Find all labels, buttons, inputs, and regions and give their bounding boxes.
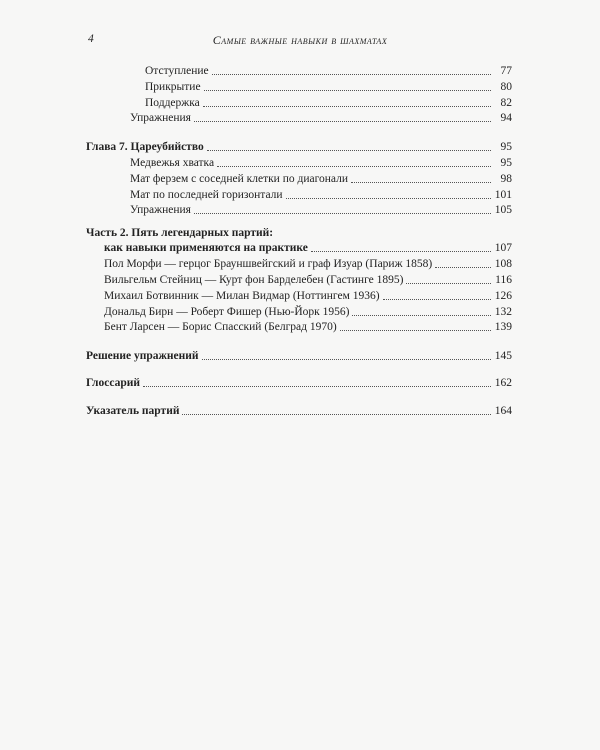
toc-entry-page: 95 bbox=[500, 157, 512, 169]
toc-entry-page: 132 bbox=[494, 306, 512, 318]
dot-leader bbox=[143, 386, 491, 387]
toc-chapter bbox=[86, 140, 512, 154]
toc-entry bbox=[145, 96, 512, 110]
toc-entry-label: Упражнения bbox=[130, 204, 191, 216]
toc-entry-page: 126 bbox=[494, 290, 512, 302]
toc-entry-label: Упражнения bbox=[130, 112, 191, 124]
toc-section bbox=[86, 376, 512, 390]
toc-chapter-label: Глава 7. Цареубийство bbox=[86, 141, 204, 153]
toc-entry-label: Поддержка bbox=[145, 97, 200, 109]
toc-part-subheading bbox=[104, 241, 512, 255]
toc-part-heading bbox=[86, 226, 512, 240]
dot-leader bbox=[340, 330, 491, 331]
toc-entry bbox=[130, 156, 512, 170]
toc-entry bbox=[104, 305, 512, 319]
toc-entry bbox=[104, 273, 512, 287]
toc-entry-label: Бент Ларсен — Борис Спасский (Белград 1970) bbox=[104, 321, 337, 333]
toc-entry-page: 82 bbox=[500, 97, 512, 109]
toc-entry bbox=[104, 320, 512, 334]
toc-entry-label: Михаил Ботвинник — Милан Видмар (Ноттингем 1936) bbox=[104, 290, 380, 302]
dot-leader bbox=[383, 299, 491, 300]
dot-leader bbox=[286, 198, 491, 199]
toc-entry-page: 162 bbox=[494, 377, 512, 389]
toc-entry-page: 98 bbox=[500, 173, 512, 185]
toc-entry-page: 164 bbox=[494, 405, 512, 417]
toc-entry-page: 108 bbox=[494, 258, 512, 270]
dot-leader bbox=[194, 213, 491, 214]
toc-entry-page: 77 bbox=[500, 65, 512, 77]
page-number: 4 bbox=[88, 33, 94, 45]
toc-entry-label: как навыки применяются на практике bbox=[104, 242, 308, 254]
toc-entry bbox=[130, 111, 512, 125]
toc-entry-page: 107 bbox=[494, 242, 512, 254]
running-title: Самые важные навыки в шахматах bbox=[212, 33, 388, 47]
toc-entry bbox=[130, 188, 512, 202]
toc-entry-page: 116 bbox=[495, 274, 512, 286]
toc-entry-page: 80 bbox=[500, 81, 512, 93]
toc-entry-label: Глоссарий bbox=[86, 377, 140, 389]
toc-section bbox=[86, 349, 512, 363]
toc-entry-label: Медвежья хватка bbox=[130, 157, 215, 169]
toc-entry bbox=[145, 64, 512, 78]
dot-leader bbox=[194, 121, 491, 122]
toc-entry-page: 145 bbox=[494, 350, 512, 362]
dot-leader bbox=[311, 251, 491, 252]
dot-leader bbox=[204, 90, 491, 91]
toc-entry-label: Пол Морфи — герцог Брауншвейгский и граф Изуар (Париж 1858) bbox=[104, 258, 433, 270]
toc-entry-label: Мат по последней горизонтали bbox=[130, 189, 283, 201]
toc-entry-page: 95 bbox=[500, 141, 512, 153]
dot-leader bbox=[203, 106, 491, 107]
toc-entry-page: 94 bbox=[500, 112, 512, 124]
toc-entry-label: Указатель партий bbox=[86, 405, 180, 417]
dot-leader bbox=[217, 166, 491, 167]
toc-entry bbox=[104, 289, 512, 303]
toc-section bbox=[86, 404, 512, 418]
toc-entry bbox=[130, 172, 512, 186]
toc-entry bbox=[104, 257, 512, 271]
toc-part-label: Часть 2. Пять легендарных партий: bbox=[86, 227, 274, 239]
toc-entry-label: Отступление bbox=[145, 65, 209, 77]
toc-entry-label: Мат ферзем с соседней клетки по диагонали bbox=[130, 173, 349, 185]
toc-entry-label: Дональд Бирн — Роберт Фишер (Нью-Йорк 1956) bbox=[104, 306, 350, 318]
dot-leader bbox=[202, 359, 492, 360]
toc-entry bbox=[145, 80, 512, 94]
toc-entry-page: 139 bbox=[494, 321, 512, 333]
dot-leader bbox=[351, 182, 491, 183]
dot-leader bbox=[182, 414, 491, 415]
dot-leader bbox=[207, 150, 491, 151]
toc-entry-label: Вильгельм Стейниц — Курт фон Барделебен (Гастинге 1895) bbox=[104, 274, 404, 286]
dot-leader bbox=[352, 315, 491, 316]
dot-leader bbox=[212, 74, 491, 75]
toc-entry-page: 105 bbox=[494, 204, 512, 216]
dot-leader bbox=[435, 267, 491, 268]
toc-entry-page: 101 bbox=[494, 189, 512, 201]
toc-entry bbox=[130, 203, 512, 217]
toc-entry-label: Решение упражнений bbox=[86, 350, 199, 362]
toc-entry-label: Прикрытие bbox=[145, 81, 201, 93]
dot-leader bbox=[406, 283, 491, 284]
page-header bbox=[88, 33, 512, 51]
